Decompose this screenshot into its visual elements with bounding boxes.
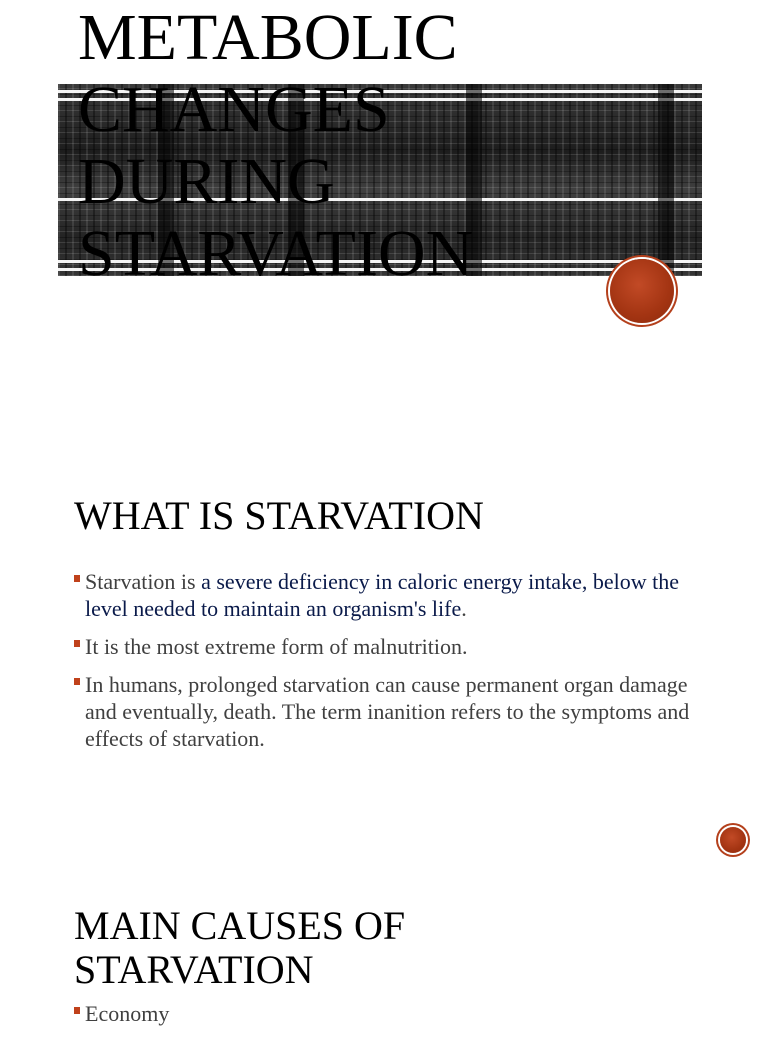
heading-line: STARVATION [74, 947, 314, 992]
bullet-text: In humans, prolonged starvation can cause permanent organ damage and eventually, death. The term inanition refers to the symptoms and effects of starvation. [85, 672, 690, 751]
bullet-icon [74, 678, 80, 685]
bullet-tail: . [461, 596, 467, 621]
bullet-icon [74, 1007, 80, 1014]
bullet-text: It is the most extreme form of malnutrition. [85, 634, 468, 659]
bullet-list [74, 568, 694, 763]
list-item [74, 633, 694, 660]
slide-heading: WHAT IS STARVATION [74, 493, 484, 538]
bullet-text: Economy [85, 1001, 170, 1026]
bullet-lead: Starvation is [85, 569, 202, 594]
heading-line: MAIN CAUSES OF [74, 903, 406, 948]
title-line: DURING [78, 145, 335, 218]
causes-slide [0, 860, 768, 1024]
list-item [74, 568, 694, 622]
list-item [74, 671, 694, 752]
bullet-list [74, 1000, 694, 1038]
list-item [74, 1000, 694, 1027]
title-slide [0, 0, 768, 420]
decorative-circle [720, 827, 746, 853]
title-line: METABOLIC [78, 1, 458, 74]
slide-heading [74, 904, 674, 992]
definition-slide [0, 440, 768, 840]
bullet-icon [74, 575, 80, 582]
bullet-icon [74, 640, 80, 647]
bullet-emphasis: a severe deficiency in caloric energy intake, below the level needed to maintain an organism's life [85, 569, 679, 621]
presentation-title [78, 2, 718, 290]
title-line: STARVATION [78, 217, 474, 290]
decorative-circle [610, 259, 674, 323]
title-line: CHANGES [78, 73, 390, 146]
